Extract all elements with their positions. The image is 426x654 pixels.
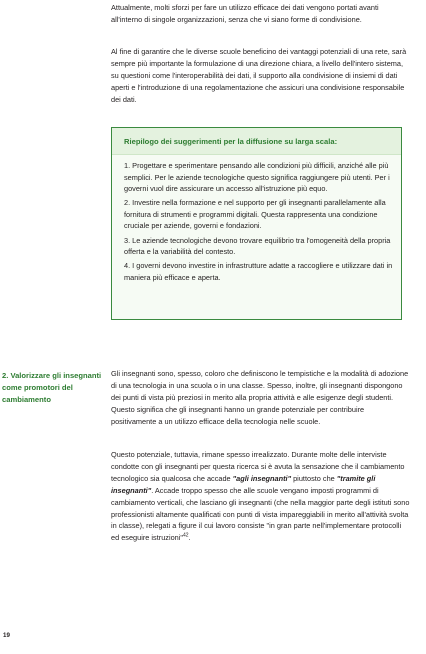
summary-item-4: 4. I governi devono investire in infrastrutture adatte a raccogliere e utilizzare dati in maniera più efficace e aperta. <box>124 261 393 282</box>
summary-box-title: Riepilogo dei suggerimenti per la diffusione su larga scala: <box>124 137 338 146</box>
section-paragraph-2 <box>111 449 411 544</box>
summary-box <box>111 127 402 320</box>
page-number: 19 <box>3 632 10 639</box>
section-paragraph-2-part-a: Questo potenziale, tuttavia, rimane spesso irrealizzato. Durante molte delle interviste condotte con gli insegnanti per questa ricerca si è avuta la sensazione che il cambiamento tecnologico sia qualcosa che accade <box>111 450 405 483</box>
summary-list <box>124 160 396 286</box>
section-heading: 2. Valorizzare gli insegnanti come promotori del cambiamento <box>2 371 102 404</box>
summary-item-3: 3. Le aziende tecnologiche devono trovare equilibrio tra l'omogeneità della propria offerta e la variabilità del contesto. <box>124 235 391 257</box>
section-paragraph-2-end: . <box>188 533 191 543</box>
summary-box-header <box>112 128 401 155</box>
intro-paragraph-1: Attualmente, molti sforzi per fare un utilizzo efficace dei dati vengono portati avanti all'interno di singole organizzazioni, senza che vi siano forme di condivisione. <box>111 3 379 24</box>
summary-item-2: 2. Investire nella formazione e nel supporto per gli insegnanti parallelamente alla fornitura di strumenti e programmi digitali. Questa rappresenta una condizione cruciale per aziende, governi e fondazioni. <box>124 198 386 231</box>
emphasis-agli-insegnanti: "agli insegnanti" <box>232 473 292 483</box>
footnote-ref: 42 <box>183 532 189 539</box>
section-paragraph-2-part-c: . Accade troppo spesso che alle scuole vengano imposti programmi di cambiamento verticali, che lasciano gli insegnanti (che nella maggior parte degli istituti sono professionisti altamente qualificati con punti di vista impareggiabili in merito all'attività svolta in classe), relegati a figure il cui lavoro consiste "in gran parte nell'implementare protocolli ed eseguire istruzioni" <box>111 485 410 543</box>
emphasis-tramite-gli-insegnanti: "tramite gli insegnanti" <box>111 473 376 495</box>
summary-item-1: 1. Progettare e sperimentare pensando alle condizioni più difficili, anziché alle più semplici. Per le aziende tecnologiche questo significa raggiungere più utenti. Per i governi vuol dire assicurare un accesso all'istruzione più equo. <box>124 161 390 194</box>
section-paragraph-2-part-b: piuttosto che <box>291 473 337 483</box>
section-paragraph-1: Gli insegnanti sono, spesso, coloro che definiscono le tempistiche e la modalità di adozione di una tecnologia in una scuola o in una classe. Spesso, inoltre, gli insegnanti dispongono dei punti di vista più preziosi in merito alla propria attività e alle esigenze degli studenti. Questo significa che gli insegnanti hanno un grande potenziale per contribuire positivamente a un utilizzo efficace della tecnologia nelle scuole. <box>111 369 409 426</box>
intro-paragraph-2: Al fine di garantire che le diverse scuole beneficino dei vantaggi potenziali di una rete, sarà sempre più importante la formulazione di una direzione chiara, a livello dell'intero sistema, su questioni come l'interoperabilità dei dati, il supporto alla condivisione di insiemi di dati aperti e l'introduzione di una regolamentazione che assicuri una condivisione responsabile dei dati. <box>111 47 407 104</box>
